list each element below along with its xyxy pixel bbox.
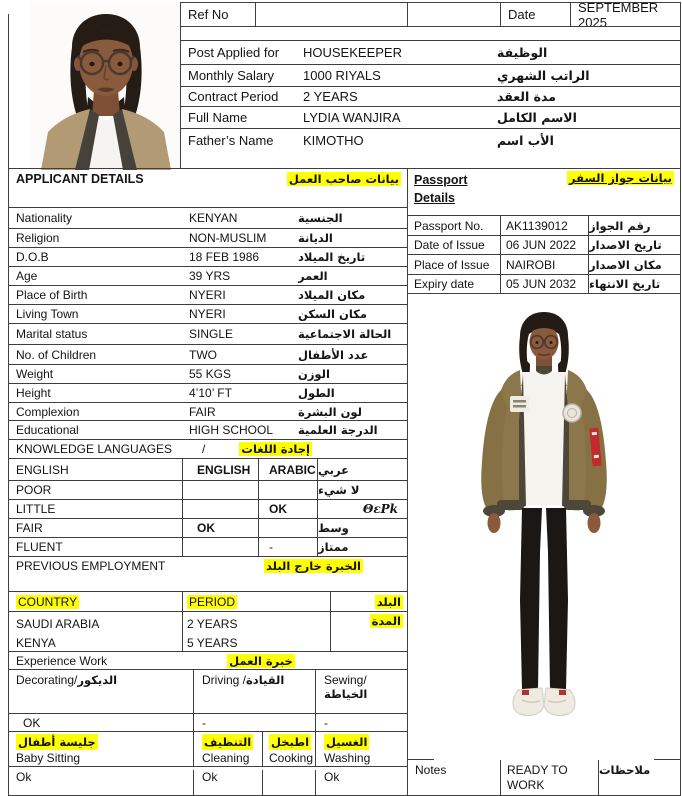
field-label-ar: الدرجة العلمية — [298, 423, 378, 437]
country-period-header — [9, 592, 407, 612]
period-value: 2 YEARS — [187, 617, 238, 631]
skill-sewing-header: Sewing/ الخياطة — [324, 673, 368, 701]
ref-spacer-cell — [408, 3, 501, 26]
duty-washing-header: الغسيل Washing — [324, 735, 371, 765]
english-value — [183, 538, 259, 556]
post-details-table — [180, 40, 681, 168]
skills-values-row — [9, 714, 407, 732]
language-row-fluent — [9, 538, 407, 557]
field-label-ar: مدة العقد — [497, 89, 556, 104]
applicant-details-title-ar: بيانات صاحب العمل — [288, 172, 399, 186]
field-value: KIMOTHO — [303, 133, 364, 148]
field-row-children — [9, 345, 407, 365]
field-row-father — [181, 129, 680, 168]
skills-header-row — [9, 670, 407, 714]
experience-band — [9, 652, 407, 670]
field-row-post — [181, 41, 680, 65]
field-label-ar: عدد الأطفال — [298, 347, 369, 362]
duties-header-row — [9, 732, 407, 767]
date-value: SEPTEMBER 2025 — [578, 3, 659, 26]
previous-employment-title-ar: الخبرة خارج البلد — [266, 559, 361, 573]
fullbody-photo-cell — [408, 294, 680, 760]
field-value: HIGH SCHOOL — [189, 423, 274, 437]
applicant-details-band — [9, 169, 407, 208]
arabic-value: OK — [259, 500, 318, 518]
duty-cooking-value — [263, 770, 316, 796]
language-row-poor — [9, 481, 407, 500]
field-row-weight — [9, 365, 407, 384]
field-row-issue-date — [408, 236, 680, 255]
field-value: 2 YEARS — [303, 89, 358, 104]
ref-date-row — [180, 2, 681, 27]
english-value — [183, 481, 259, 499]
period-header-ar: المدة — [371, 614, 401, 628]
applicant-fullbody-photo — [434, 300, 654, 760]
previous-employment-band — [9, 557, 407, 592]
country-header: COUNTRY — [9, 592, 183, 611]
field-row-passport-no — [408, 216, 680, 236]
field-label-ar: مكان الميلاد — [298, 288, 366, 302]
field-label: Nationality — [16, 211, 73, 225]
passport-details-band — [408, 169, 680, 216]
field-value: KENYAN — [189, 211, 238, 225]
field-label-ar: رقم الجواز — [589, 218, 651, 233]
headshot-cell — [8, 14, 180, 168]
field-value: NON-MUSLIM — [189, 231, 267, 245]
field-row-expiry — [408, 275, 680, 294]
header-table — [180, 2, 681, 168]
level-label-ar: لا شيء — [318, 483, 360, 497]
field-label: Date of Issue — [408, 236, 501, 254]
field-label-ar: الأب اسم — [497, 133, 554, 148]
field-label: Monthly Salary — [188, 68, 274, 83]
languages-col-ar: عربي — [318, 462, 349, 477]
passport-section — [407, 168, 681, 796]
skill-decorating-header: Decorating/ الديكور — [9, 670, 194, 713]
field-row-height — [9, 384, 407, 403]
language-row-little — [9, 500, 407, 519]
header-gap — [180, 27, 681, 40]
field-value: 39 YRS — [189, 269, 231, 283]
period-values — [183, 612, 331, 651]
field-value: 1000 RIYALS — [303, 68, 381, 83]
languages-col-arabic: ARABIC — [259, 459, 318, 480]
field-row-complexion — [9, 403, 407, 421]
country-values — [9, 612, 183, 651]
field-label: No. of Children — [16, 347, 97, 362]
field-label: Post Applied for — [188, 45, 280, 60]
passport-details-title: Passport Details — [414, 173, 468, 205]
country-value: SAUDI ARABIA — [16, 617, 100, 631]
level-label-ar: وسط — [318, 521, 349, 535]
field-label-ar: تاريخ الاصدار — [589, 238, 662, 252]
field-label-ar: الوزن — [298, 367, 330, 381]
duty-cooking-header: اطبخل Cooking — [263, 732, 316, 766]
country-header-ar: البلد — [376, 594, 401, 609]
languages-band — [9, 440, 407, 459]
field-label-ar: الديانة — [298, 231, 333, 245]
field-value: 4’10’ FT — [189, 386, 232, 400]
notes-label-ar: ملاحظات — [599, 763, 651, 777]
field-value: HOUSEKEEPER — [303, 45, 402, 60]
previous-employment-title: PREVIOUS EMPLOYMENT — [16, 559, 166, 573]
field-label: Passport No. — [408, 216, 501, 235]
previous-employment-rows — [9, 612, 407, 652]
field-label: Marital status — [16, 327, 88, 341]
experience-title-ar: خبرة العمل — [229, 653, 293, 668]
level-label-ar: ΘεΡk — [362, 502, 398, 516]
field-value: FAIR — [189, 404, 216, 419]
field-row-religion — [9, 229, 407, 248]
applicant-headshot-photo — [31, 2, 181, 170]
field-label-ar: الحالة الاجتماعية — [298, 327, 392, 341]
field-label-ar: تاريخ الانتهاء — [589, 277, 661, 291]
skill-decorating-value: OK — [9, 714, 194, 731]
field-label-ar: مكان الاصدار — [589, 257, 662, 272]
level-label-ar: ممتاز — [318, 540, 349, 554]
level-label: FAIR — [9, 519, 183, 537]
duty-cleaning-value: Ok — [194, 770, 263, 796]
languages-col-english: ENGLISH — [183, 459, 259, 480]
passport-details-title-ar: بيانات جواز السفر — [569, 171, 672, 185]
field-label: Place of Birth — [16, 288, 88, 302]
level-label: FLUENT — [9, 538, 183, 556]
level-label: POOR — [9, 481, 183, 499]
field-row-livingtown — [9, 305, 407, 324]
field-row-nationality — [9, 208, 407, 229]
skill-driving-header: Driving / القيادة — [194, 670, 316, 713]
arabic-value — [259, 481, 318, 499]
duties-values-row — [9, 767, 407, 796]
field-label: Height — [16, 386, 51, 400]
field-label-ar: لون البشرة — [298, 404, 362, 419]
field-label-ar: مكان السكن — [298, 307, 367, 321]
field-label-ar: الاسم الكامل — [497, 110, 577, 125]
notes-label: Notes — [408, 760, 501, 796]
notes-value: READY TO WORK — [501, 760, 599, 796]
applicant-details-title: APPLICANT DETAILS — [16, 172, 144, 186]
field-row-education — [9, 421, 407, 440]
ref-no-value — [256, 3, 408, 26]
period-header: PERIOD — [183, 592, 331, 611]
field-label-ar: تاريخ الميلاد — [298, 250, 366, 264]
ref-no-label: Ref No — [181, 3, 256, 26]
field-value: NAIROBI — [501, 255, 589, 274]
field-label-ar: الوظيفة — [497, 45, 548, 60]
field-label: Age — [16, 269, 38, 283]
field-label: Religion — [16, 231, 60, 245]
skill-driving-value: - — [194, 714, 316, 731]
field-value: NYERI — [189, 307, 226, 321]
arabic-value: - — [259, 538, 318, 556]
field-label: Complexion — [16, 404, 80, 419]
field-value: 55 KGS — [189, 367, 232, 381]
notes-row — [408, 760, 680, 796]
field-row-salary — [181, 65, 680, 87]
field-label: Expiry date — [408, 275, 501, 293]
field-label-ar: العمر — [298, 269, 328, 283]
date-label: Date — [501, 3, 571, 26]
period-value: 5 YEARS — [187, 636, 238, 650]
field-value: SINGLE — [189, 327, 234, 341]
field-row-fullname — [181, 107, 680, 129]
languages-separator: / — [202, 442, 206, 456]
field-label: Weight — [16, 367, 54, 381]
field-row-marital — [9, 324, 407, 345]
field-label-ar: الطول — [298, 386, 335, 400]
field-label: D.O.B — [16, 250, 49, 264]
arabic-value — [259, 519, 318, 537]
field-label: Living Town — [16, 307, 79, 321]
field-value: NYERI — [189, 288, 226, 302]
english-value: OK — [183, 519, 259, 537]
duty-cleaning-header: التنظيف Cleaning — [194, 732, 263, 766]
duty-washing-value: Ok — [324, 770, 340, 784]
field-label: Educational — [16, 423, 79, 437]
english-value — [183, 500, 259, 518]
skill-sewing-value: - — [324, 715, 328, 730]
level-label: LITTLE — [9, 500, 183, 518]
language-row-fair — [9, 519, 407, 538]
country-value: KENYA — [16, 636, 56, 650]
field-row-dob — [9, 248, 407, 267]
field-value: 06 JUN 2022 — [501, 236, 589, 254]
languages-col-label: ENGLISH — [9, 459, 183, 480]
languages-title: KNOWLEDGE LANGUAGES — [16, 442, 173, 456]
languages-header-row — [9, 459, 407, 481]
experience-title: Experience Work — [16, 653, 108, 668]
duty-babysitting-header: جليسة أطفال Baby Sitting — [9, 732, 194, 766]
field-value: TWO — [189, 347, 217, 362]
field-label: Father’s Name — [188, 133, 274, 148]
field-row-issue-place — [408, 255, 680, 275]
field-value: LYDIA WANJIRA — [303, 110, 401, 125]
field-label: Place of Issue — [408, 255, 501, 274]
field-value: 05 JUN 2032 — [501, 275, 589, 293]
field-value: 18 FEB 1986 — [189, 250, 260, 264]
field-label-ar: الراتب الشهري — [497, 68, 590, 83]
field-row-contract — [181, 87, 680, 107]
field-label-ar: الجنسية — [298, 211, 343, 225]
field-row-age — [9, 267, 407, 286]
applicant-details-section — [8, 168, 407, 796]
field-row-birthplace — [9, 286, 407, 305]
languages-title-ar: إجادة اللغات — [241, 442, 310, 456]
duty-babysitting-value: Ok — [9, 770, 194, 796]
field-value: AK1139012 — [501, 216, 589, 235]
field-label: Full Name — [188, 110, 248, 125]
field-label: Contract Period — [188, 89, 279, 104]
